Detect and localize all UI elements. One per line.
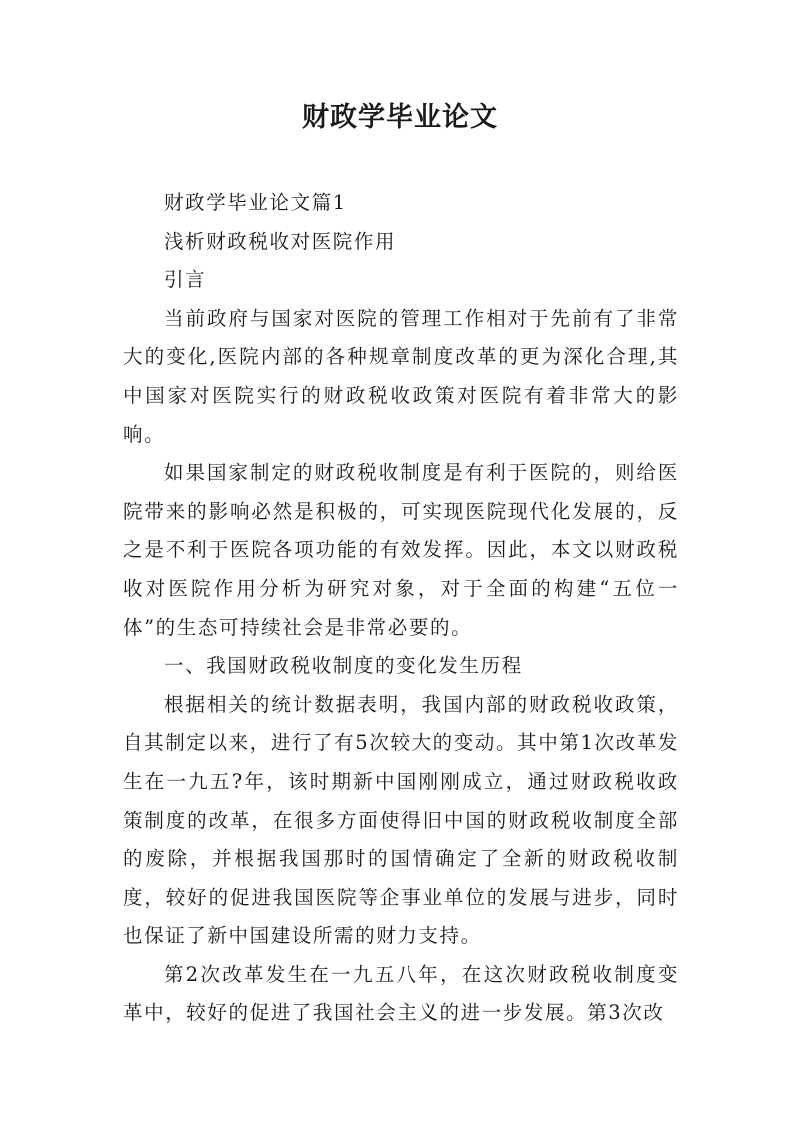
document-title: 财政学毕业论文 (302, 102, 498, 133)
paragraph-introduction-2: 如果国家制定的财政税收制度是有利于医院的，则给医院带来的影响必然是积极的，可实现医院现代化发展的，反之是不利于医院各项功能的有效发挥。因此，本文以财政税收对医院作用分析为研究对象，对于全面的构建“五位一体”的生态可持续社会是非常必要的。 (123, 461, 679, 639)
paragraph-article-label: 财政学毕业论文篇1 (164, 191, 347, 214)
paragraph-section-1-body-1: 根据相关的统计数据表明，我国内部的财政税收政策，自其制定以来，进行了有5次较大的变动。其中第1次改革发生在一九五?年，该时期新中国刚刚成立，通过财政税收政策制度的改革，在很多方面使得旧中国的财政税收制度全部的废除，并根据我国那时的国情确定了全新的财政税收制度，较好的促进我国医院等企事业单位的发展与进步，同时也保证了新中国建设所需的财力支持。 (123, 692, 679, 948)
paragraph-introduction-heading: 引言 (164, 268, 207, 292)
document-body (123, 184, 679, 1033)
paragraph-article-title: 浅析财政税收对医院作用 (164, 229, 397, 253)
paragraph-introduction-1: 当前政府与国家对医院的管理工作相对于先前有了非常大的变化,医院内部的各种规章制度改革的更为深化合理,其中国家对医院实行的财政税收政策对医院有着非常大的影响。 (123, 306, 679, 446)
paragraph-section-1-body-2: 第2次改革发生在一九五八年，在这次财政税收制度变革中，较好的促进了我国社会主义的进一步发展。第3次改 (123, 962, 679, 1025)
paragraph-section-1-heading: 一、我国财政税收制度的变化发生历程 (164, 654, 523, 678)
